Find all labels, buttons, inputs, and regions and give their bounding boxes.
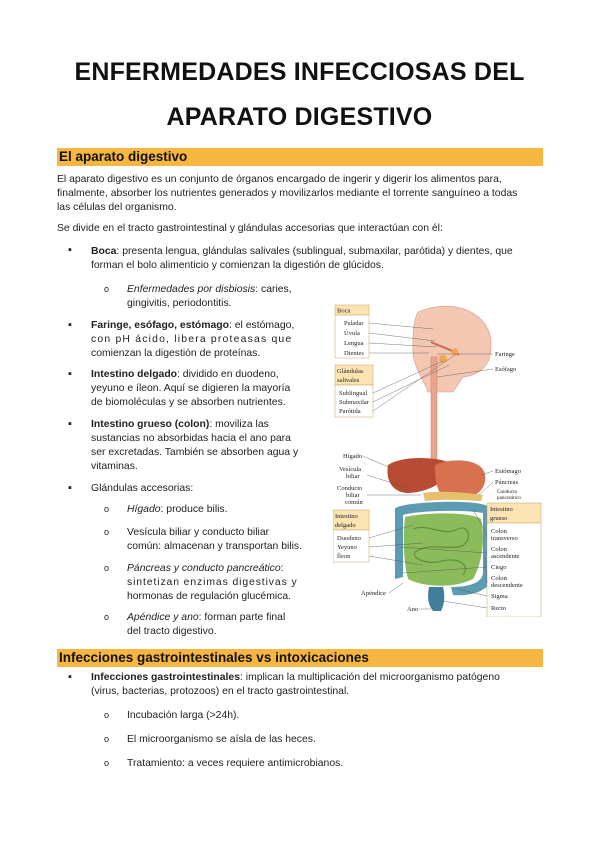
leader-line bbox=[363, 456, 393, 469]
grueso-line-4: vitaminas. bbox=[91, 461, 138, 472]
diagram-label-faringe: Faringe bbox=[495, 351, 515, 358]
diagram-label-submaxilar: Submaxilar bbox=[339, 399, 369, 406]
disbiosis-line-1 bbox=[127, 282, 317, 297]
delgado-line-3: de biomoléculas y se absorben nutrientes. bbox=[91, 397, 286, 408]
infeccion-item-2: El microorganismo se aísla de las heces. bbox=[127, 734, 316, 745]
infecciones-line-2: (virus, bacterias, protozoos) en el tracto gastrointestinal. bbox=[91, 686, 350, 697]
higado-term: Hígado bbox=[127, 504, 161, 515]
diagram-label-recto: Recto bbox=[491, 605, 507, 612]
leader-line bbox=[443, 601, 487, 608]
diagram-label-colon-descendente-2: descendente bbox=[491, 582, 523, 589]
grueso-line-2: sustancias no absorbidas hacia el ano para bbox=[91, 433, 291, 444]
vesicula-line-1: Vesícula biliar y conducto biliar bbox=[127, 527, 270, 538]
pancreas-line-2: sintetizan enzimas digestivas y bbox=[127, 577, 298, 588]
circle-bullet-icon: o bbox=[104, 284, 110, 294]
diagram-label-estomago: Estómago bbox=[495, 468, 521, 475]
diagram-label-comun: común bbox=[345, 499, 363, 506]
diagram-label-sigma: Sigma bbox=[491, 593, 508, 600]
bullet-icon: ▪ bbox=[68, 368, 72, 380]
intro-line-2: finalmente, absorber los nutrientes generados y movilizarlos mediante el torrente sanguíneo a todas bbox=[57, 188, 518, 199]
diagram-label-conducto-pancreatico-2: pancreático bbox=[497, 495, 521, 501]
faringe-line-2: con pH ácido, libera proteasas que bbox=[91, 334, 293, 345]
circle-bullet-icon: o bbox=[104, 758, 110, 768]
diagram-label-ileon: Íleon bbox=[337, 553, 351, 560]
delgado-text-1: : dividido en duodeno, bbox=[177, 369, 279, 380]
circle-bullet-icon: o bbox=[104, 710, 110, 720]
diagram-label-conducto: Conducto bbox=[337, 485, 363, 492]
bullet-icon: ▪ bbox=[68, 244, 72, 256]
pancreas-term: Páncreas y conducto pancreático bbox=[127, 563, 281, 574]
grueso-line-1 bbox=[91, 417, 309, 432]
diagram-label-yeyuno: Yeyuno bbox=[337, 544, 357, 551]
diagram-label-pancreas: Páncreas bbox=[495, 479, 519, 486]
delgado-line-1 bbox=[91, 367, 309, 382]
delgado-term: Intestino delgado bbox=[91, 369, 178, 380]
boca-text-1: : presenta lengua, glándulas salivales (sublingual, submaxilar, parótida) y dientes, que bbox=[116, 246, 513, 257]
circle-bullet-icon: o bbox=[104, 734, 110, 744]
diagram-label-uvula: Úvula bbox=[344, 330, 360, 337]
diagram-label-sublingual: Sublingual bbox=[339, 390, 368, 397]
parotid-gland-shape bbox=[452, 349, 459, 356]
diagram-label-esofago: Esófago bbox=[495, 366, 517, 373]
disbiosis-text-1: : caries, bbox=[255, 284, 292, 295]
grueso-box-label-2: grueso bbox=[490, 515, 508, 522]
delgado-line-2: yeyuno e íleon. Aquí se digieren la mayoría bbox=[91, 383, 291, 394]
diagram-label-colon-transverso-1: Colon bbox=[491, 528, 507, 535]
faringe-term: Faringe, esófago, estómago bbox=[91, 320, 229, 331]
diagram-label-colon-descendente-1: Colon bbox=[491, 575, 507, 582]
small-intestine-shape bbox=[404, 513, 483, 585]
diagram-label-ano: Ano bbox=[407, 606, 419, 613]
bullet-icon: ▪ bbox=[68, 482, 72, 494]
disbiosis-term: Enfermedades por disbiosis bbox=[127, 284, 256, 295]
digestive-system-diagram bbox=[333, 297, 543, 617]
intro-line-1: El aparato digestivo es un conjunto de órganos encargado de ingerir y digerir los alimentos para, bbox=[57, 174, 502, 185]
diagram-label-parotida: Parótida bbox=[339, 408, 361, 415]
infecciones-text-1: : implican la multiplicación del microorganismo patógeno bbox=[239, 672, 500, 683]
diagram-label-apendice: Apéndice bbox=[361, 590, 386, 597]
diagram-label-colon-ascendente-1: Colon bbox=[491, 546, 507, 553]
glandulas-box-label-1: Glándulas bbox=[337, 368, 364, 375]
glandulas-box-label-2: salivales bbox=[337, 377, 360, 384]
delgado-box-label-2: delgado bbox=[335, 522, 356, 529]
apendice-line-1 bbox=[127, 610, 317, 625]
glandulas-label: Glándulas accesorias: bbox=[91, 483, 194, 494]
section-heading-infecciones: Infecciones gastrointestinales vs intoxicaciones bbox=[57, 649, 543, 667]
grueso-line-3: ser excretadas. También se absorben agua y bbox=[91, 447, 299, 458]
higado-text: : produce bilis. bbox=[160, 504, 228, 515]
diagram-label-conducto-pancreatico-1: Conducto bbox=[497, 489, 518, 495]
bullet-icon: ▪ bbox=[68, 418, 72, 430]
bullet-icon: ▪ bbox=[68, 319, 72, 331]
head-shape bbox=[413, 306, 491, 392]
infeccion-item-1: Incubación larga (>24h). bbox=[127, 710, 240, 721]
disbiosis-line-2: gingivitis, periodontitis. bbox=[127, 298, 232, 309]
delgado-box-label-1: Intestino bbox=[335, 513, 358, 520]
vesicula-line-2: común: almacenan y transportan bilis. bbox=[127, 541, 302, 552]
section-heading-aparato-digestivo: El aparato digestivo bbox=[57, 148, 543, 166]
divide-sentence: Se divide en el tracto gastrointestinal y glándulas accesorias que interactúan con él: bbox=[57, 223, 443, 234]
circle-bullet-icon: o bbox=[104, 504, 110, 514]
circle-bullet-icon: o bbox=[104, 527, 110, 537]
diagram-label-ciego: Ciego bbox=[491, 564, 507, 571]
diagram-label-vesicula: Vesícula bbox=[339, 466, 362, 473]
diagram-label-lengua: Lengua bbox=[344, 340, 364, 347]
boca-line-1 bbox=[91, 244, 543, 259]
intro-line-3: las células del organismo. bbox=[57, 202, 177, 213]
document-title-line-1: ENFERMEDADES INFECCIOSAS DEL bbox=[74, 58, 525, 86]
grueso-box-label-1: Intestino bbox=[490, 506, 513, 513]
pancreas-line-3: hormonas de regulación glucémica. bbox=[127, 591, 292, 602]
grueso-term: Intestino grueso (colon) bbox=[91, 419, 210, 430]
infecciones-term: Infecciones gastrointestinales bbox=[91, 672, 240, 683]
diagram-label-duodeno: Duodeno bbox=[337, 535, 361, 542]
grueso-text-1: : moviliza las bbox=[209, 419, 269, 430]
apendice-line-2: del tracto digestivo. bbox=[127, 626, 217, 637]
pancreas-text-1: : bbox=[280, 563, 284, 574]
faringe-line-1 bbox=[91, 318, 309, 333]
diagram-label-paladar: Paladar bbox=[344, 320, 364, 327]
infecciones-line-1 bbox=[91, 670, 543, 685]
faringe-text-1: : el estómago, bbox=[229, 320, 295, 331]
sublingual-gland-shape bbox=[439, 355, 447, 363]
faringe-line-3: comienzan la digestión de proteínas. bbox=[91, 348, 261, 359]
boca-term: Boca bbox=[91, 246, 117, 257]
diagram-label-colon-ascendente-2: ascendente bbox=[491, 553, 520, 560]
diagram-label-dientes: Dientes bbox=[344, 350, 364, 357]
apendice-text-1: : forman parte final bbox=[198, 612, 286, 623]
document-title-line-2: APARATO DIGESTIVO bbox=[166, 103, 433, 131]
diagram-label-biliar-2: biliar bbox=[346, 492, 360, 499]
leader-line bbox=[389, 583, 403, 593]
infeccion-item-3: Tratamiento: a veces requiere antimicrobianos. bbox=[127, 758, 344, 769]
circle-bullet-icon: o bbox=[104, 612, 110, 622]
higado-line bbox=[127, 502, 317, 517]
boca-box-label: Boca bbox=[337, 307, 351, 315]
diagram-label-higado: Hígado bbox=[343, 453, 363, 460]
boca-line-2: forman el bolo alimenticio y comienzan la digestión de glúcidos. bbox=[91, 260, 384, 271]
circle-bullet-icon: o bbox=[104, 563, 110, 573]
rectum-shape bbox=[428, 587, 444, 611]
diagram-label-colon-transverso-2: transverso bbox=[491, 535, 518, 542]
apendice-term: Apéndice y ano bbox=[127, 612, 199, 623]
pancreas-line-1 bbox=[127, 561, 317, 576]
diagram-label-biliar: biliar bbox=[346, 473, 360, 480]
bullet-icon: ▪ bbox=[68, 671, 72, 683]
